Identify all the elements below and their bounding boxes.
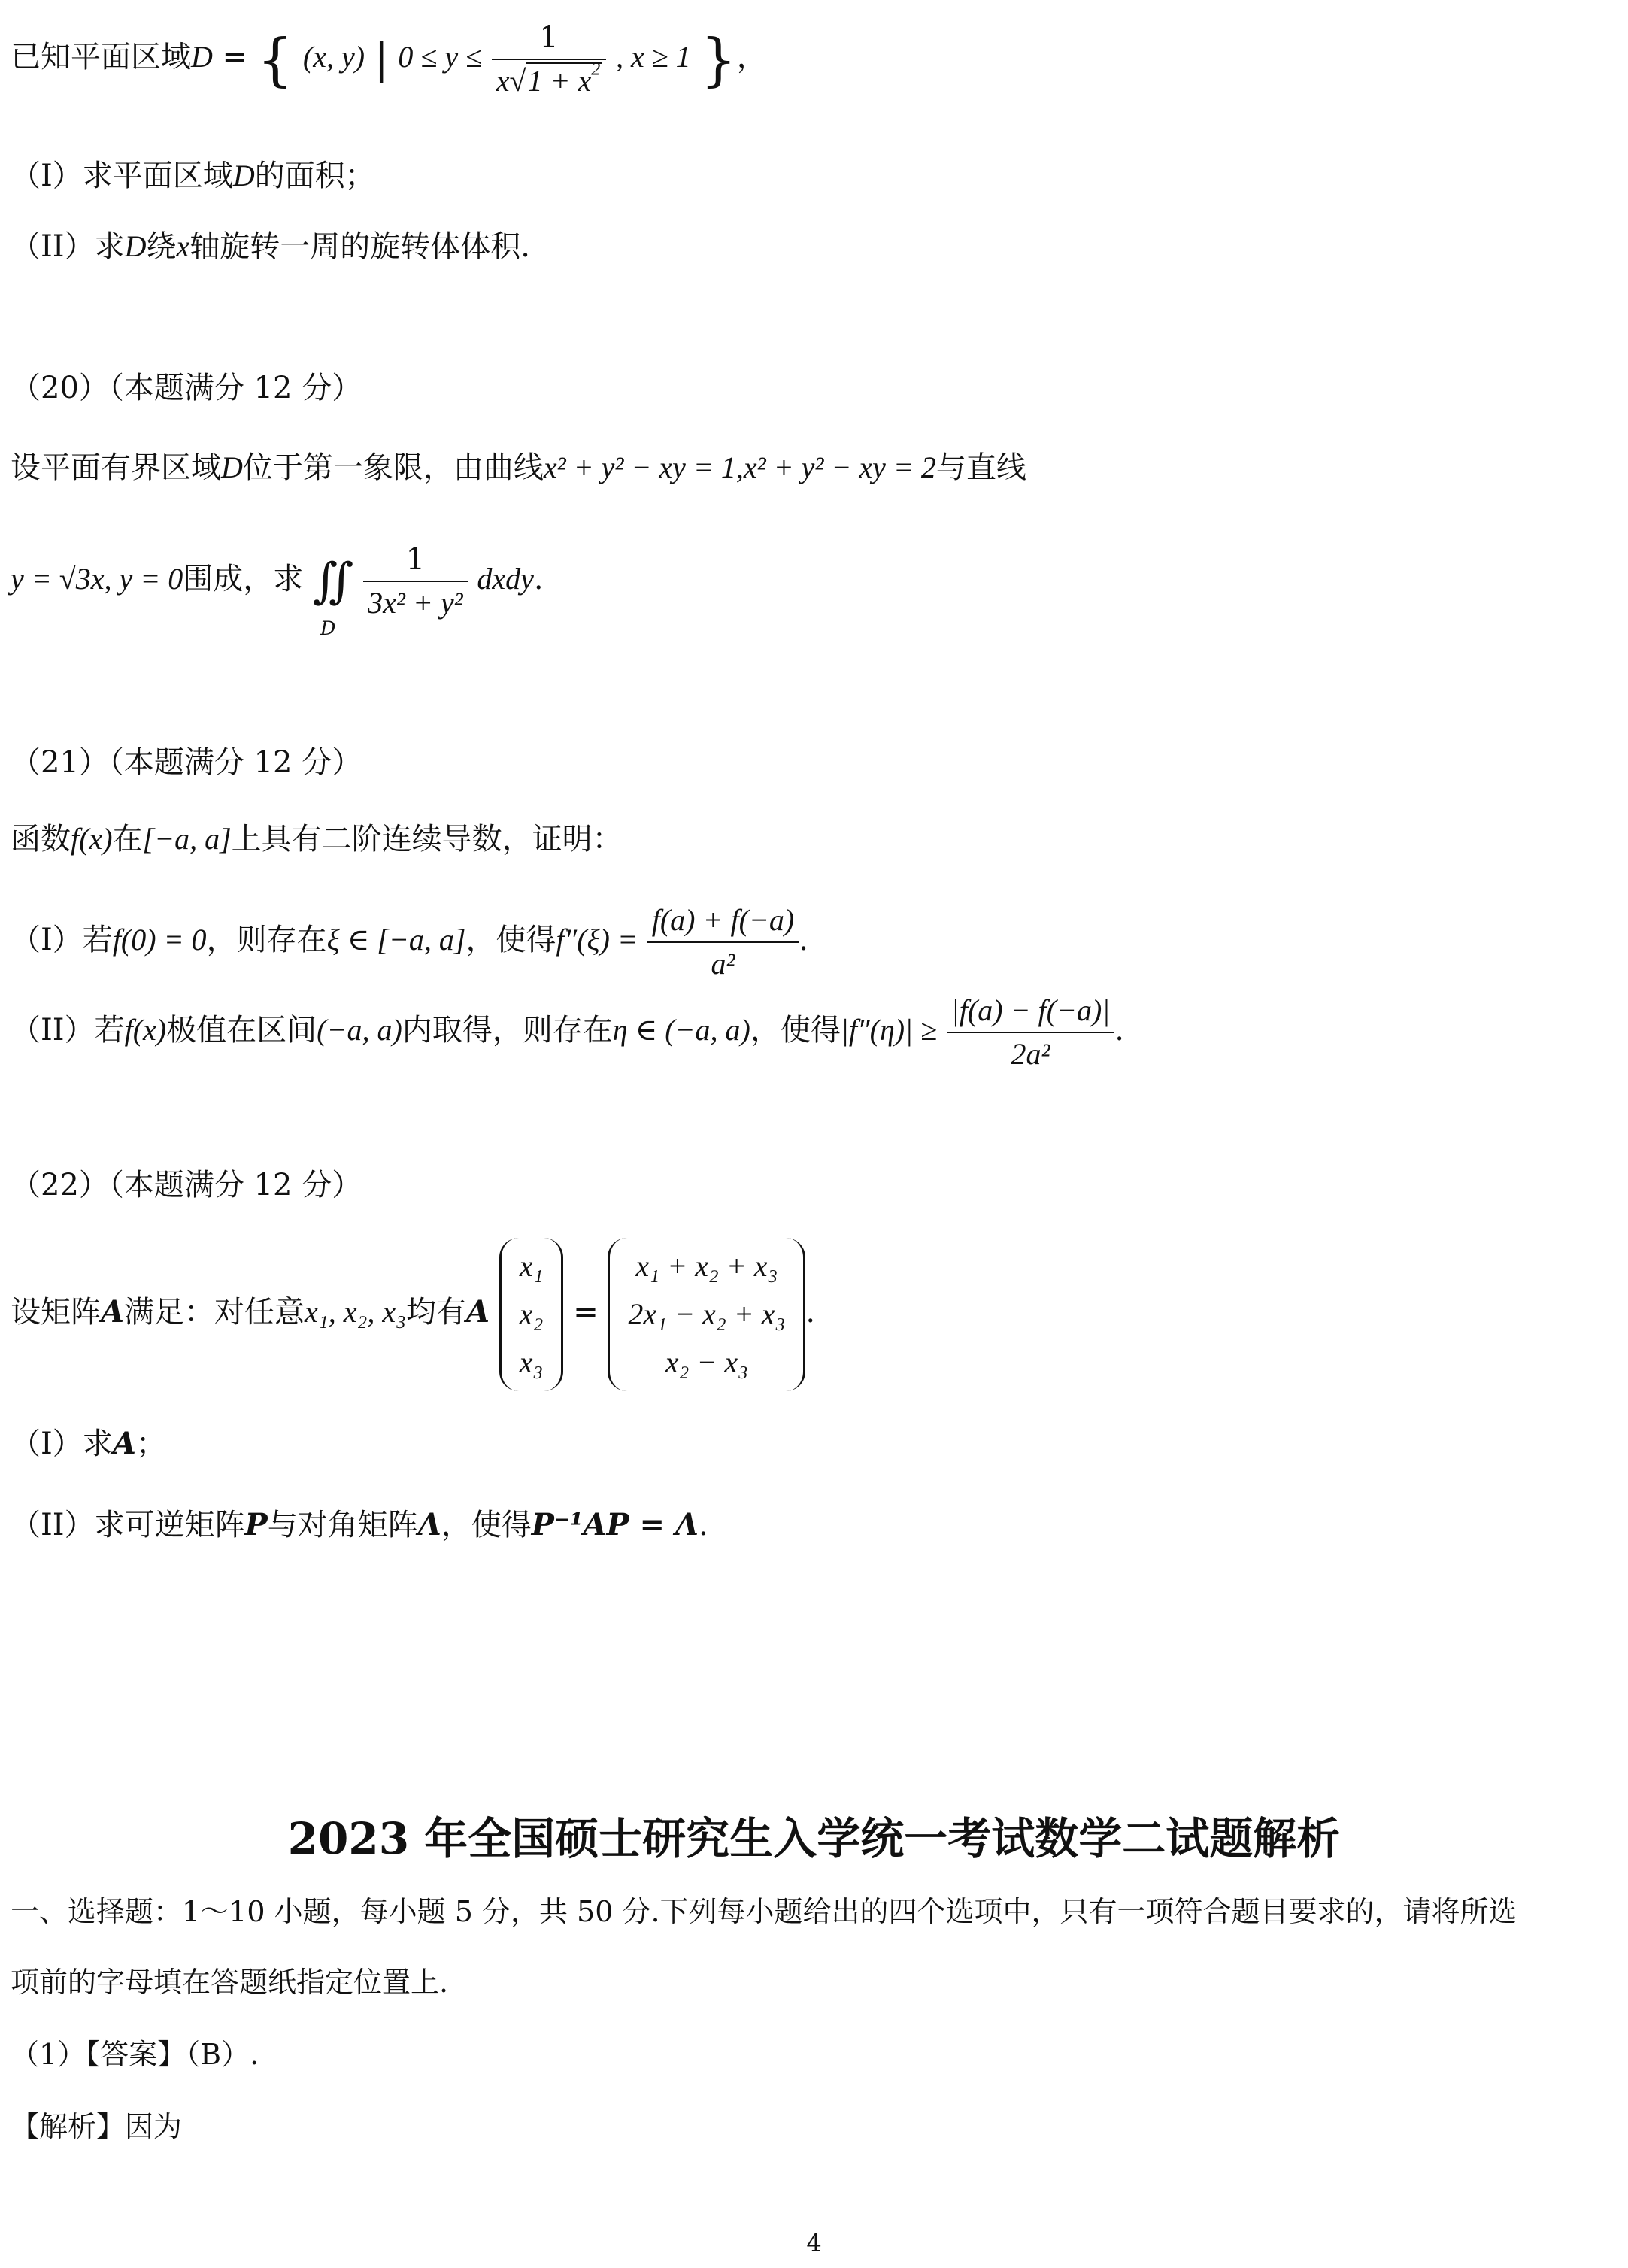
q22-vars: x₁, x₂, x₃ <box>305 1295 407 1329</box>
q21-p2-func: f(x) <box>124 1013 167 1047</box>
q20-line1-mid: 位于第一象限，由曲线 <box>242 450 544 485</box>
q21-p2-den: 2a² <box>947 1032 1114 1072</box>
q22-line1 <box>11 1238 815 1391</box>
q20-line2 <box>11 541 544 640</box>
q22-matrix-var-2: A <box>466 1294 490 1330</box>
q22-eq: = <box>573 1295 599 1330</box>
q21-p2-label: （II）若 <box>11 1013 125 1048</box>
q22-vec-left-1: x₁ <box>519 1249 544 1283</box>
q19-sqrt-sign: √ <box>509 64 526 98</box>
solution-section1-line2: 项前的字母填在答题纸指定位置上. <box>11 1966 449 1999</box>
q22-vec-left-2: x₂ <box>519 1297 544 1331</box>
q19-frac-den <box>492 59 606 99</box>
q21-p2-mid2: 内取得，则存在 <box>402 1013 613 1048</box>
q22-p2-Lambda: Λ <box>417 1507 441 1542</box>
q21-p2-interval: (−a, a) <box>317 1013 402 1047</box>
q22-part1 <box>11 1426 166 1462</box>
q20-line1-end: 与直线 <box>935 450 1026 485</box>
q20-differential: dxdy <box>477 562 534 596</box>
q19-part1 <box>11 158 375 194</box>
solution-answer1: （1）【答案】（B）. <box>11 2038 259 2071</box>
q22-vec-right-2: 2x₁ − x₂ + x₃ <box>628 1297 786 1331</box>
q22-p2-label: （II）求可逆矩阵 <box>11 1508 245 1542</box>
q22-p1-label: （I）求 <box>11 1427 113 1461</box>
solution-analysis1: 【解析】因为 <box>11 2110 183 2143</box>
q22-vector-right <box>608 1238 805 1391</box>
q20-line1 <box>11 450 1026 486</box>
q22-p1-end: ； <box>135 1427 166 1461</box>
q20-curve2: x² + y² − xy = 2 <box>743 450 936 484</box>
q19-end: ， <box>736 40 767 74</box>
q21-func: f(x) <box>71 822 113 856</box>
q20-integral: ∬ D <box>312 553 354 640</box>
q19-fraction <box>492 20 606 99</box>
q20-integral-sign: ∬ <box>312 553 354 609</box>
q21-p2-end: . <box>1114 1013 1124 1048</box>
q21-p2-mid: 极值在区间 <box>166 1013 317 1048</box>
q21-part1 <box>11 902 808 982</box>
q21-p1-label: （I）若 <box>11 923 113 957</box>
q21-line1-text: 函数 <box>11 822 71 857</box>
q21-p2-num: |f(a) − f(−a)| <box>950 993 1111 1027</box>
q21-p1-num: f(a) + f(−a) <box>651 903 795 937</box>
q21-p1-mid2: ，使得 <box>465 923 556 957</box>
q21-p2-fraction <box>947 993 1114 1072</box>
q22-p2-mid: 与对角矩阵 <box>267 1508 418 1542</box>
q19-set-cond: 0 ≤ y ≤ <box>398 40 483 74</box>
q19-part1-var: D <box>232 159 255 193</box>
q22-line1-mid2: 均有 <box>406 1295 467 1330</box>
q19-set-var: D <box>191 40 213 74</box>
q20-line2-end: . <box>533 562 544 596</box>
q20-frac-den: 3x² + y² <box>363 581 467 621</box>
q20-header: （20）（本题满分 12 分） <box>11 371 362 405</box>
q19-frac-den-exp: 2 <box>591 59 601 80</box>
q19-right-brace: } <box>700 26 737 93</box>
q19-frac-den-x: x <box>496 64 510 98</box>
q20-line2-eq: y = √3x, y = 0 <box>11 562 183 596</box>
q22-p2-end: . <box>698 1508 708 1542</box>
q21-p1-fraction <box>647 902 799 982</box>
q20-line1-text: 设平面有界区域 <box>11 450 221 485</box>
q20-line2-mid: 围成，求 <box>183 562 304 596</box>
q21-line1 <box>11 821 623 857</box>
q22-p2-expr: P⁻¹AP = Λ <box>531 1507 699 1542</box>
page-number: 4 <box>806 2229 822 2257</box>
q22-matrix-var: A <box>101 1294 125 1330</box>
q22-vec-right-3: x₂ − x₃ <box>665 1345 749 1379</box>
q22-vec-right-1: x₁ + x₂ + x₃ <box>635 1249 778 1283</box>
solution-title: 2023 年全国硕士研究生入学统一考试数学二试题解析 <box>287 1813 1341 1864</box>
q21-p1-xi: ξ ∈ [−a, a] <box>326 923 466 957</box>
q19-part2-text: 轴旋转一周的旋转体体积. <box>189 229 530 264</box>
solution-section1-line1: 一、选择题：1～10 小题，每小题 5 分，共 50 分.下列每小题给出的四个选项中，只有一项符合题目要求的，请将所选 <box>11 1895 1517 1928</box>
q21-p1-mid: ，则存在 <box>206 923 327 957</box>
q20-line1-var: D <box>221 450 243 484</box>
q19-part2-axis: x <box>176 229 190 263</box>
q19-stem-line <box>11 20 767 99</box>
q21-part2 <box>11 993 1124 1072</box>
q22-vec-left-3: x₃ <box>519 1345 544 1379</box>
q19-sqrt-body <box>526 59 602 98</box>
q19-stem-text: 已知平面区域 <box>11 40 191 74</box>
q19-cond2: , x ≥ 1 <box>615 40 691 74</box>
q21-p2-eta: η ∈ (−a, a) <box>612 1013 750 1047</box>
q19-frac-num: 1 <box>539 20 559 55</box>
q22-p2-mid2: ，使得 <box>441 1508 532 1542</box>
q21-header: （21）（本题满分 12 分） <box>11 745 362 780</box>
q20-fraction <box>363 541 467 621</box>
q19-part2-var: D <box>124 229 147 263</box>
q20-frac-num: 1 <box>405 542 426 577</box>
q19-part1-text: 的面积； <box>254 159 375 193</box>
q19-set-bar: | <box>374 35 389 84</box>
q22-vector-left <box>499 1238 564 1391</box>
q19-set-eq: = <box>222 40 248 74</box>
q19-left-brace: { <box>256 26 294 93</box>
q19-frac-den-inner: 1 + x <box>527 64 592 98</box>
q21-interval: [−a, a] <box>142 822 232 856</box>
q21-p1-end: . <box>799 923 808 957</box>
q19-set-point: (x, y) <box>302 40 365 74</box>
q22-line1-text: 设矩阵 <box>11 1295 101 1330</box>
q21-p1-cond: f(0) = 0 <box>112 923 207 957</box>
q21-p1-den: a² <box>647 941 799 982</box>
q19-part2 <box>11 229 530 265</box>
q20-curve1: x² + y² − xy = 1, <box>543 450 744 484</box>
q19-part1-label: （I）求平面区域 <box>11 159 233 193</box>
q22-p2-P: P <box>244 1507 268 1542</box>
q22-header: （22）（本题满分 12 分） <box>11 1168 362 1202</box>
q19-part2-label: （II）求 <box>11 229 125 264</box>
q21-p2-lhs: |f″(η)| ≥ <box>840 1013 938 1047</box>
q22-p1-var: A <box>112 1426 136 1461</box>
q21-line1-mid: 在 <box>112 822 143 857</box>
q21-p1-lhs: f″(ξ) = <box>556 923 638 957</box>
q21-p2-mid3: ，使得 <box>750 1013 841 1048</box>
q22-part2 <box>11 1507 708 1543</box>
q22-line1-end: . <box>805 1295 816 1330</box>
q22-line1-mid: 满足：对任意 <box>124 1295 305 1330</box>
q19-part2-mid: 绕 <box>146 229 177 264</box>
q21-line1-end: 上具有二阶连续导数，证明： <box>231 822 623 857</box>
